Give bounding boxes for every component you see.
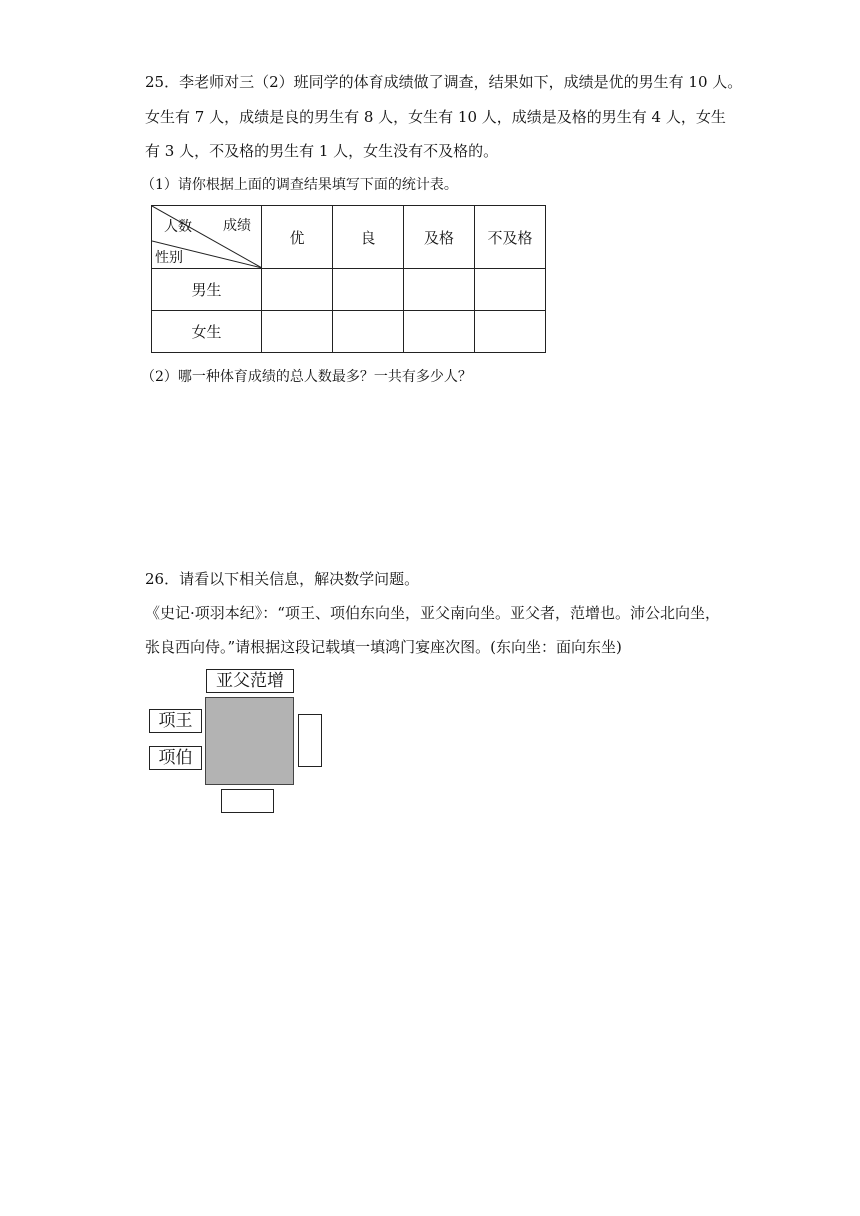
table-corner-cell bbox=[152, 206, 262, 269]
seat-west-xiang-wang: 项王 bbox=[149, 709, 202, 733]
answer-cell-girls-good[interactable] bbox=[333, 311, 404, 353]
q25-part-2-prompt: （2）哪一种体育成绩的总人数最多？一共有多少人？ bbox=[141, 369, 472, 385]
banquet-table bbox=[205, 697, 294, 785]
column-header-pass: 及格 bbox=[404, 206, 475, 269]
q25-text-line-3: 有 3 人，不及格的男生有 1 人，女生没有不及格的。 bbox=[145, 142, 499, 160]
q25-text-line-2: 女生有 7 人，成绩是良的男生有 8 人，女生有 10 人，成绩是及格的男生有 4 人，女生 bbox=[145, 108, 726, 126]
seat-west-xiang-bo: 项伯 bbox=[149, 746, 202, 770]
corner-label-gender: 性别 bbox=[155, 250, 183, 266]
seat-south-blank[interactable] bbox=[221, 789, 274, 813]
column-header-excellent: 优 bbox=[262, 206, 333, 269]
table-row bbox=[152, 311, 546, 353]
answer-cell-boys-good[interactable] bbox=[333, 269, 404, 311]
q26-text-line-2: 张良西向侍。”请根据这段记载填一填鸿门宴座次图。(东向坐：面向东坐) bbox=[145, 638, 622, 656]
answer-cell-boys-pass[interactable] bbox=[404, 269, 475, 311]
row-label-boys: 男生 bbox=[152, 269, 262, 311]
q26-title: 26．请看以下相关信息，解决数学问题。 bbox=[145, 570, 420, 588]
corner-label-grade: 成绩 bbox=[223, 218, 251, 234]
q25-text-line-1: 25．李老师对三（2）班同学的体育成绩做了调查，结果如下，成绩是优的男生有 10 人。 bbox=[145, 73, 743, 91]
corner-label-count: 人数 bbox=[164, 219, 192, 235]
seat-east-blank[interactable] bbox=[298, 714, 322, 767]
q25-part-1-prompt: （1）请你根据上面的调查结果填写下面的统计表。 bbox=[141, 177, 458, 193]
table-row bbox=[152, 269, 546, 311]
row-label-girls: 女生 bbox=[152, 311, 262, 353]
seat-north-yafu-fanzeng: 亚父范增 bbox=[206, 669, 294, 693]
answer-cell-boys-excellent[interactable] bbox=[262, 269, 333, 311]
answer-cell-girls-fail[interactable] bbox=[475, 311, 546, 353]
column-header-fail: 不及格 bbox=[475, 206, 546, 269]
answer-cell-girls-excellent[interactable] bbox=[262, 311, 333, 353]
statistics-table bbox=[151, 205, 546, 353]
column-header-good: 良 bbox=[333, 206, 404, 269]
q26-text-line-1: 《史记·项羽本纪》：“项王、项伯东向坐，亚父南向坐。亚父者，范增也。沛公北向坐， bbox=[145, 604, 720, 622]
answer-cell-boys-fail[interactable] bbox=[475, 269, 546, 311]
answer-cell-girls-pass[interactable] bbox=[404, 311, 475, 353]
